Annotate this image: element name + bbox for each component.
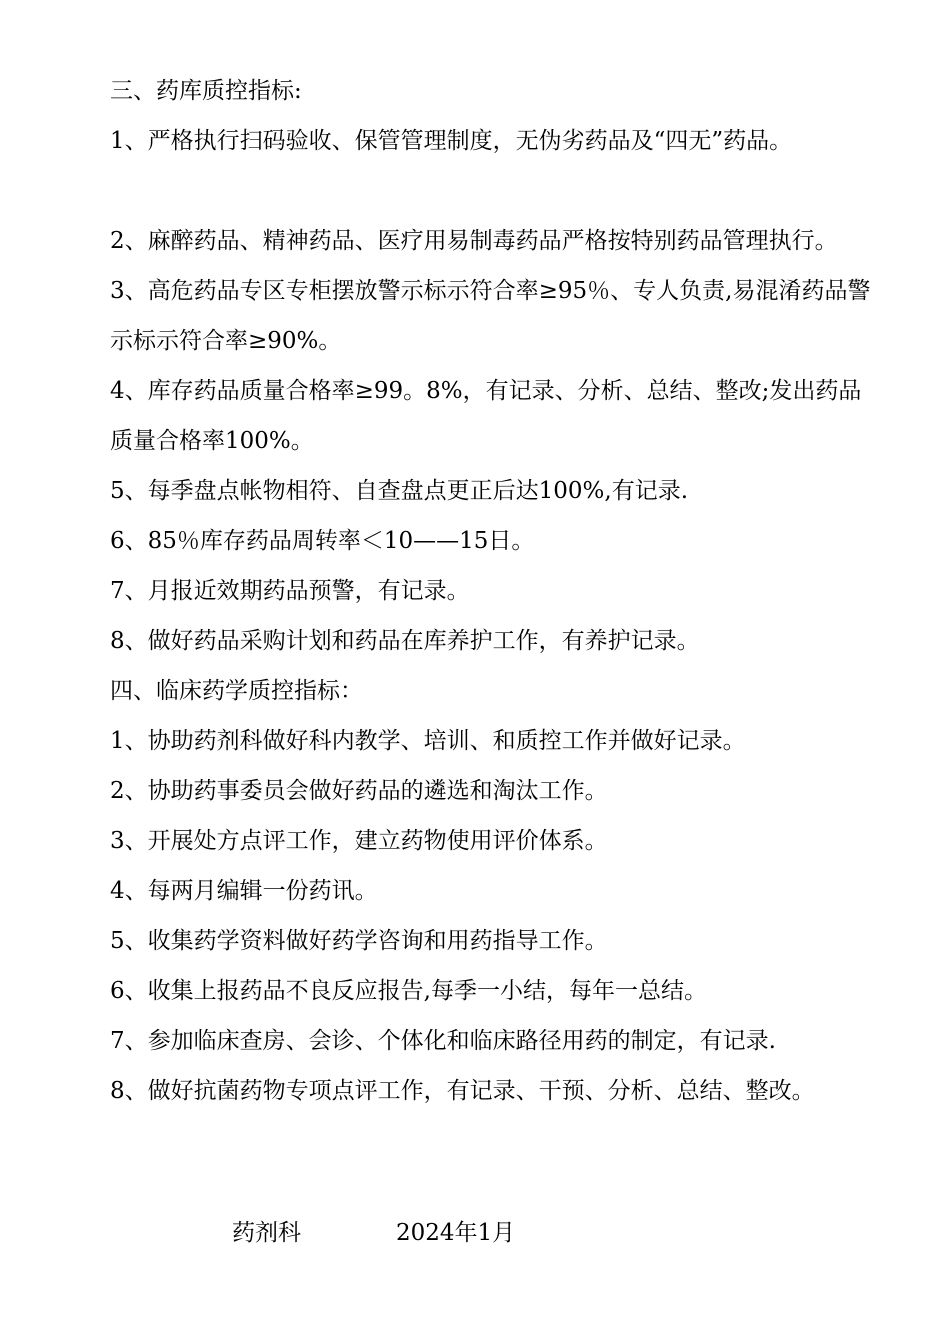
list-item: 1、严格执行扫码验收、保管管理制度，无伪劣药品及“四无”药品。 <box>110 128 793 154</box>
section-heading-clinical-pharmacy-qc: 四、临床药学质控指标： <box>110 678 363 704</box>
list-item: 6、85％库存药品周转率＜10——15日。 <box>110 528 535 554</box>
list-item: 4、库存药品质量合格率≥99。8%，有记录、分析、总结、整改;发出药品质量合格率100%。 <box>110 378 862 454</box>
document-body <box>110 66 910 1116</box>
list-item: 8、做好抗菌药物专项点评工作，有记录、干预、分析、总结、整改。 <box>110 1078 815 1104</box>
department-name: 药剂科 <box>232 1220 301 1246</box>
list-item: 5、每季盘点帐物相符、自查盘点更正后达100%,有记录. <box>110 478 689 504</box>
list-item: 8、做好药品采购计划和药品在库养护工作，有养护记录。 <box>110 628 700 654</box>
list-item: 2、麻醉药品、精神药品、医疗用易制毒药品严格按特别药品管理执行。 <box>110 228 838 254</box>
section-heading-warehouse-qc: 三、药库质控指标: <box>110 78 302 104</box>
list-item: 3、开展处方点评工作，建立药物使用评价体系。 <box>110 828 608 854</box>
list-item: 4、每两月编辑一份药讯。 <box>110 878 378 904</box>
document-footer <box>232 1208 515 1258</box>
list-item: 6、收集上报药品不良反应报告,每季一小结，每年一总结。 <box>110 978 707 1004</box>
blank-line <box>110 166 910 216</box>
document-date: 2024年1月 <box>396 1220 516 1246</box>
list-item: 7、参加临床查房、会诊、个体化和临床路径用药的制定，有记录. <box>110 1028 776 1054</box>
list-item: 5、收集药学资料做好药学咨询和用药指导工作。 <box>110 928 608 954</box>
list-item: 1、协助药剂科做好科内教学、培训、和质控工作并做好记录。 <box>110 728 746 754</box>
list-item: 3、高危药品专区专柜摆放警示标示符合率≥95％、专人负责,易混淆药品警示标示符合率≥90%。 <box>110 278 871 354</box>
list-item: 7、月报近效期药品预警，有记录。 <box>110 578 470 604</box>
list-item: 2、协助药事委员会做好药品的遴选和淘汰工作。 <box>110 778 608 804</box>
